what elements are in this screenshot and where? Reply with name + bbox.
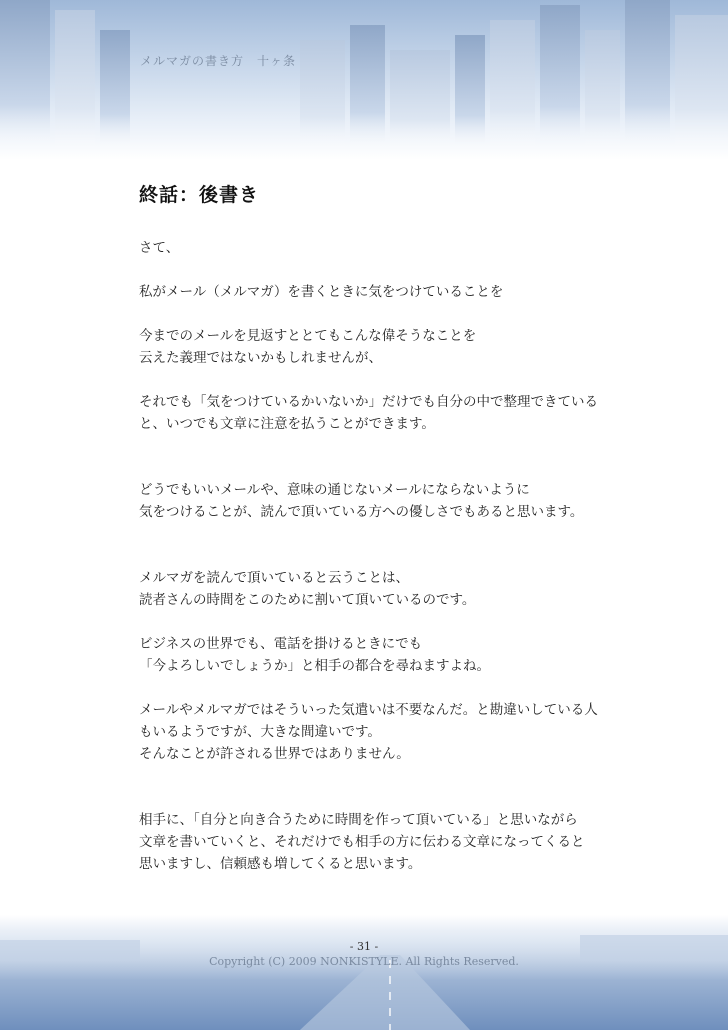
chapter-content — [139, 180, 609, 875]
text-line: 思いますし、信頼感も増してくると思います。 — [139, 856, 422, 872]
paragraph — [139, 237, 609, 259]
text-line: 相手に、「自分と向き合うために時間を作って頂いている」と思いながら — [139, 812, 578, 828]
text-line: 私がメール（メルマガ）を書くときに気をつけていることを — [139, 284, 504, 300]
paragraph — [139, 809, 609, 875]
text-line: それでも「気をつけているかいないか」だけでも自分の中で整理できている — [139, 394, 598, 410]
paragraph — [139, 633, 609, 677]
text-line: メールやメルマガではそういった気遣いは不要なんだ。と勘違いしている人 — [139, 702, 598, 718]
paragraph — [139, 567, 609, 611]
text-line: 文章を書いていくと、それだけでも相手の方に伝わる文章になってくると — [139, 834, 585, 850]
text-line: と、いつでも文章に注意を払うことができます。 — [139, 416, 435, 432]
page-number: - 31 - — [349, 940, 379, 953]
header-title: メルマガの書き方 十ヶ条 — [140, 54, 297, 68]
text-line: 「今よろしいでしょうか」と相手の都合を尋ねますよね。 — [139, 658, 490, 674]
text-line: メルマガを読んで頂いていると云うことは、 — [139, 570, 409, 586]
road-scene-image — [0, 915, 728, 1030]
paragraph — [139, 699, 609, 765]
header-city-banner — [0, 0, 728, 160]
text-line: 読者さんの時間をこのために割いて頂いているのです。 — [139, 592, 476, 608]
city-skyline-image — [0, 0, 728, 160]
text-line: さて、 — [139, 240, 180, 256]
paragraph — [139, 391, 609, 435]
text-line: ビジネスの世界でも、電話を掛けるときにでも — [139, 636, 423, 652]
paragraph — [139, 325, 609, 369]
text-line: 気をつけることが、読んで頂いている方への優しさでもあると思います。 — [139, 504, 584, 520]
text-line: 云えた義理ではないかもしれませんが、 — [139, 350, 382, 366]
text-line: そんなことが許される世界ではありません。 — [139, 746, 410, 762]
text-line: 今までのメールを見返すととてもこんな偉そうなことを — [139, 328, 477, 344]
paragraph — [139, 281, 609, 303]
chapter-title: 終話：後書き — [139, 184, 260, 206]
paragraph — [139, 479, 609, 523]
text-line: どうでもいいメールや、意味の通じないメールにならないように — [139, 482, 530, 498]
footer-road-banner — [0, 915, 728, 1030]
copyright-notice: Copyright (C) 2009 NONKISTYLE. All Rights Reserved. — [209, 955, 519, 968]
text-line: もいるようですが、大きな間違いです。 — [139, 724, 381, 740]
